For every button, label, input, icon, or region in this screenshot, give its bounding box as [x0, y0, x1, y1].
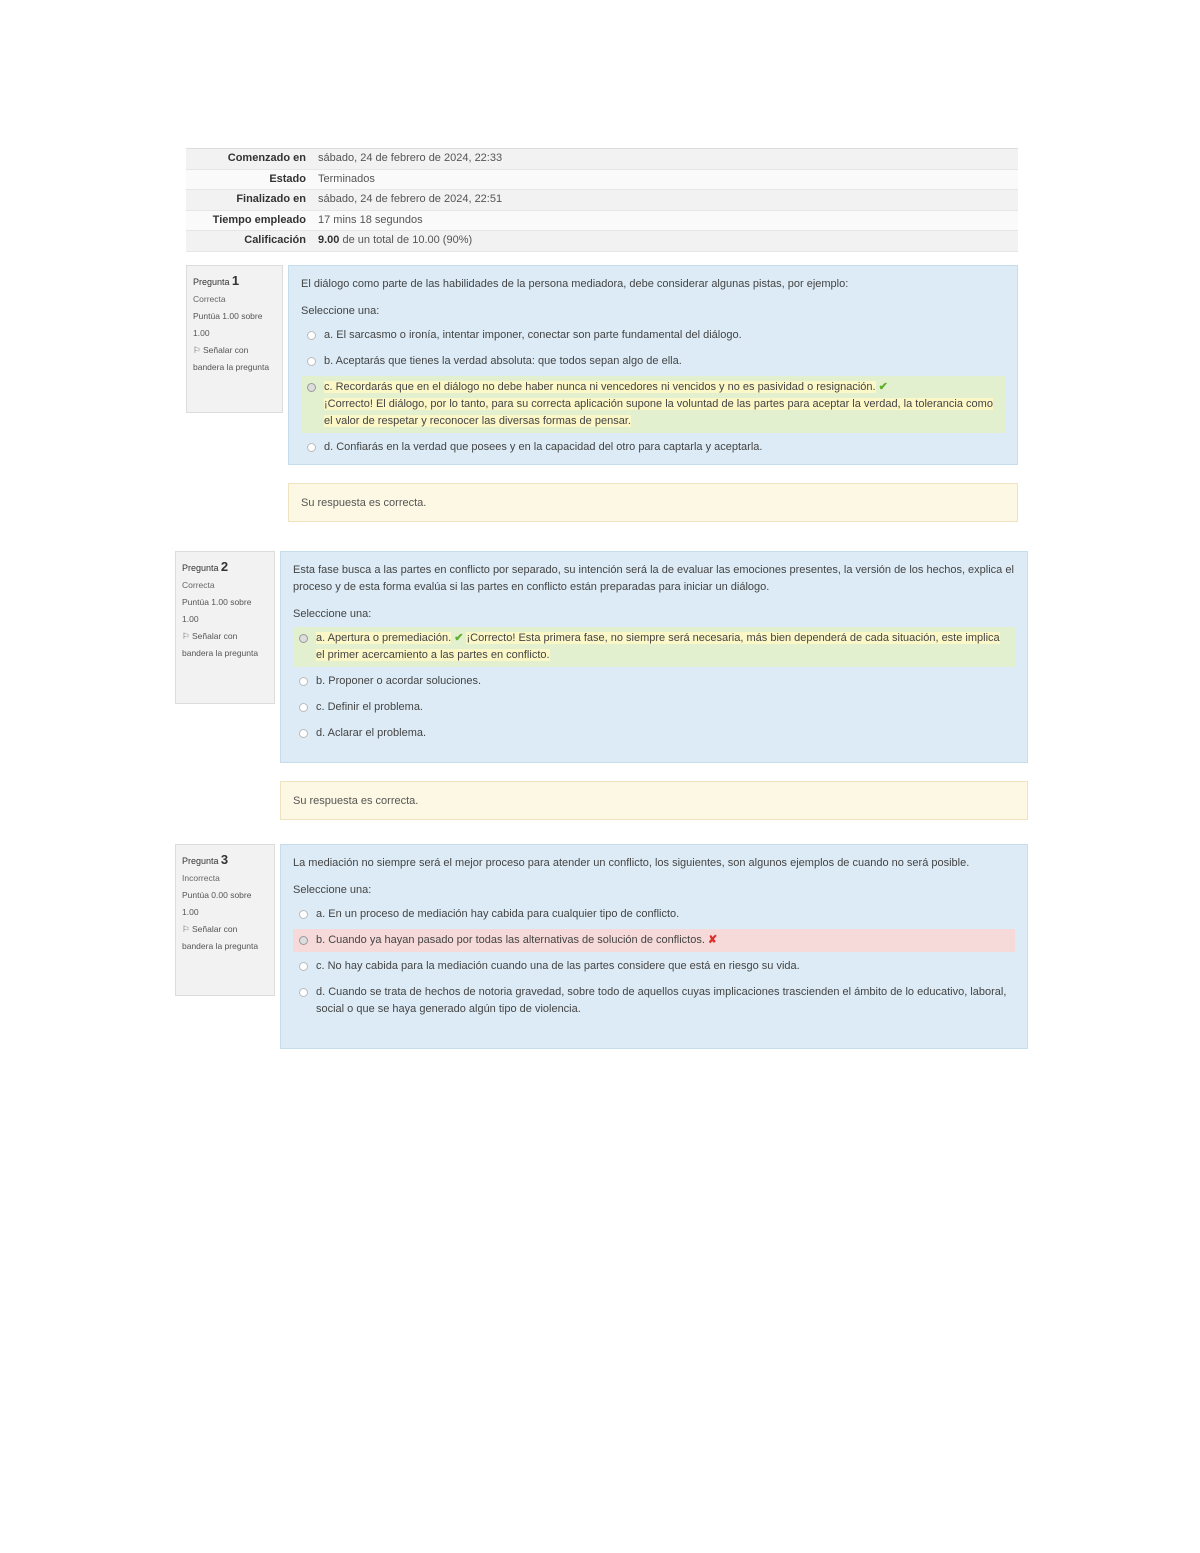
question-label: Pregunta: [193, 277, 230, 287]
check-icon: ✔: [454, 632, 464, 644]
answer-option-b[interactable]: [293, 670, 1015, 693]
radio-button-selected[interactable]: [299, 634, 308, 643]
flag-question-link[interactable]: [193, 342, 276, 376]
answer-option-d[interactable]: [293, 722, 1015, 745]
answer-label: d. Cuando se trata de hechos de notoria gravedad, sobre todo de aquellos cuyas implicaciones trascienden el ámbito de lo educativo, laboral, social o que se haya generado algún tipo de violencia.: [316, 986, 1007, 1015]
select-prompt: Seleccione una:: [293, 608, 372, 620]
grade-score: 9.00: [318, 234, 340, 246]
question-label: Pregunta: [182, 856, 219, 866]
outcome-feedback-1: Su respuesta es correcta.: [288, 483, 1018, 522]
question-content-2: [280, 551, 1028, 763]
answer-option-c[interactable]: [301, 376, 1005, 433]
question-grade: Puntúa 1.00 sobre 1.00: [193, 311, 263, 338]
summary-label: Comenzado en: [227, 152, 306, 164]
answer-feedback: ¡Correcto! El diálogo, por lo tanto, para su correcta aplicación supone la voluntad de las partes para aceptar la verdad, la tolerancia como el valor de respetar y reconocer las diversas formas de pensar.: [324, 398, 993, 427]
summary-row-time: [186, 211, 1018, 232]
radio-button-selected[interactable]: [307, 383, 316, 392]
question-info-1: [186, 265, 283, 413]
outcome-feedback-2: Su respuesta es correcta.: [280, 781, 1028, 820]
summary-value: 17 mins 18 segundos: [318, 213, 423, 226]
question-number: 3: [220, 852, 229, 867]
summary-row-started: [186, 149, 1018, 170]
summary-row-finished: [186, 190, 1018, 211]
question-state: Correcta: [193, 294, 226, 304]
flag-question-link[interactable]: [182, 628, 268, 662]
answer-option-c[interactable]: [293, 955, 1015, 978]
summary-label: Finalizado en: [236, 193, 306, 205]
radio-button[interactable]: [299, 677, 308, 686]
radio-button[interactable]: [307, 443, 316, 452]
radio-button[interactable]: [307, 357, 316, 366]
radio-button[interactable]: [307, 331, 316, 340]
summary-label: Calificación: [244, 234, 306, 246]
answer-option-a[interactable]: [293, 903, 1015, 926]
answer-label: a. El sarcasmo o ironía, intentar imponer, conectar son parte fundamental del diálogo.: [324, 329, 742, 341]
summary-value: sábado, 24 de febrero de 2024, 22:33: [318, 152, 503, 164]
radio-button[interactable]: [299, 910, 308, 919]
question-grade: Puntúa 0.00 sobre 1.00: [182, 890, 252, 917]
answer-label: a. En un proceso de mediación hay cabida para cualquier tipo de conflicto.: [316, 908, 680, 920]
answer-label: b. Proponer o acordar soluciones.: [316, 675, 482, 687]
radio-button[interactable]: [299, 962, 308, 971]
answer-label: d. Confiarás en la verdad que posees y en la capacidad del otro para captarla y aceptarla.: [324, 441, 763, 453]
answer-feedback: ¡Correcto! Esta primera fase, no siempre será necesaria, más bien dependerá de cada situación, este implica el primer acercamiento a las partes en conflicto.: [316, 632, 1000, 661]
flag-icon: ⚐: [182, 924, 190, 934]
summary-value: sábado, 24 de febrero de 2024, 22:51: [318, 193, 503, 205]
radio-button[interactable]: [299, 988, 308, 997]
answer-option-a[interactable]: [293, 627, 1015, 667]
flag-question-link[interactable]: [182, 921, 268, 955]
question-content-3: [280, 844, 1028, 1049]
answer-label: c. Recordarás que en el diálogo no debe haber nunca ni vencedores ni vencidos y no es pasividad o resignación.: [324, 381, 876, 393]
summary-label: Tiempo empleado: [212, 213, 306, 226]
answer-label: b. Cuando ya hayan pasado por todas las alternativas de solución de conflictos.: [316, 934, 705, 946]
flag-label: Señalar con bandera la pregunta: [182, 631, 259, 658]
answer-option-d[interactable]: [301, 436, 1005, 459]
grade-total: de un total de 10.00 (90%): [342, 234, 473, 246]
flag-icon: ⚐: [193, 345, 201, 355]
question-label: Pregunta: [182, 563, 219, 573]
radio-button[interactable]: [299, 703, 308, 712]
question-info-2: [175, 551, 275, 704]
answer-option-a[interactable]: [301, 324, 1005, 347]
answer-option-d[interactable]: [293, 981, 1015, 1021]
question-text: Esta fase busca a las partes en conflicto por separado, su intención será la de evaluar las emociones presentes, la versión de los hechos, explica el proceso y de esta forma evalúa si las partes en conflicto están preparadas para iniciar un diálogo.: [293, 564, 1014, 593]
answer-label: c. No hay cabida para la mediación cuando una de las partes considere que está en riesgo su vida.: [316, 960, 800, 972]
question-text: El diálogo como parte de las habilidades de la persona mediadora, debe considerar algunas pistas, por ejemplo:: [301, 278, 849, 290]
summary-value: [318, 231, 1018, 251]
check-icon: ✔: [878, 381, 888, 393]
answer-label: a. Apertura o premediación.: [316, 632, 452, 644]
answer-option-b[interactable]: [301, 350, 1005, 373]
radio-button[interactable]: [299, 729, 308, 738]
summary-label: Estado: [269, 172, 306, 185]
flag-icon: ⚐: [182, 631, 190, 641]
summary-value: Terminados: [318, 172, 375, 185]
radio-button-selected[interactable]: [299, 936, 308, 945]
question-state: Correcta: [182, 580, 215, 590]
answer-label: b. Aceptarás que tienes la verdad absoluta: que todos sepan algo de ella.: [324, 355, 682, 367]
question-grade: Puntúa 1.00 sobre 1.00: [182, 597, 252, 624]
answer-option-c[interactable]: [293, 696, 1015, 719]
flag-label: Señalar con bandera la pregunta: [193, 345, 270, 372]
answer-option-b[interactable]: [293, 929, 1015, 952]
cross-icon: ✘: [707, 934, 718, 946]
question-number: 1: [231, 273, 240, 288]
summary-row-grade: [186, 231, 1018, 252]
question-info-3: [175, 844, 275, 996]
answer-label: d. Aclarar el problema.: [316, 727, 427, 739]
question-state: Incorrecta: [182, 873, 220, 883]
question-text: La mediación no siempre será el mejor proceso para atender un conflicto, los siguientes, son algunos ejemplos de cuando no será posible.: [293, 857, 970, 869]
question-content-1: [288, 265, 1018, 465]
select-prompt: Seleccione una:: [293, 884, 372, 896]
answer-label: c. Definir el problema.: [316, 701, 423, 713]
question-number: 2: [220, 559, 229, 574]
attempt-summary-table: [186, 148, 1018, 252]
flag-label: Señalar con bandera la pregunta: [182, 924, 259, 951]
select-prompt: Seleccione una:: [301, 305, 380, 317]
summary-row-state: [186, 170, 1018, 191]
